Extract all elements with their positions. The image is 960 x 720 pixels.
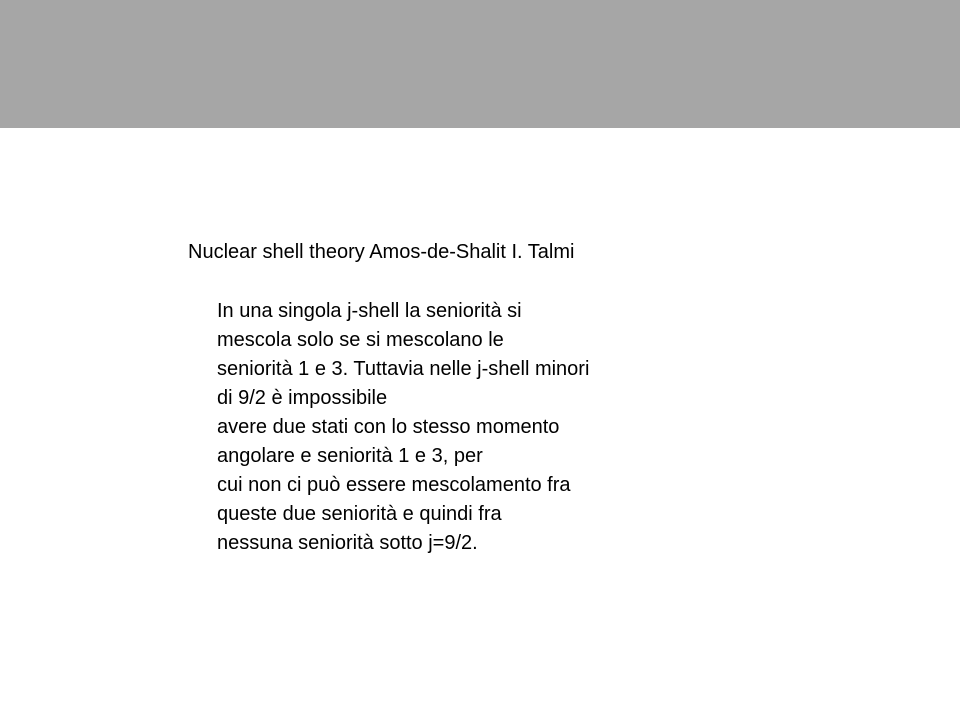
body-line: di 9/2 è impossibile [217, 387, 388, 409]
body-line: avere due stati con lo stesso momento [217, 416, 560, 438]
slide-body-text [217, 297, 687, 558]
body-line: mescola solo se si mescolano le [217, 329, 504, 351]
body-line: angolare e seniorità 1 e 3, per [217, 445, 483, 467]
body-line: queste due seniorità e quindi fra [217, 503, 502, 525]
slide-title: Nuclear shell theory Amos-de-Shalit I. Talmi [188, 241, 575, 263]
body-line: cui non ci può essere mescolamento fra [217, 474, 571, 496]
body-line: In una singola j-shell la seniorità si [217, 300, 522, 322]
header-band [0, 0, 960, 128]
body-line: seniorità 1 e 3. Tuttavia nelle j-shell minori [217, 358, 590, 380]
body-line: nessuna seniorità sotto j=9/2. [217, 532, 478, 554]
